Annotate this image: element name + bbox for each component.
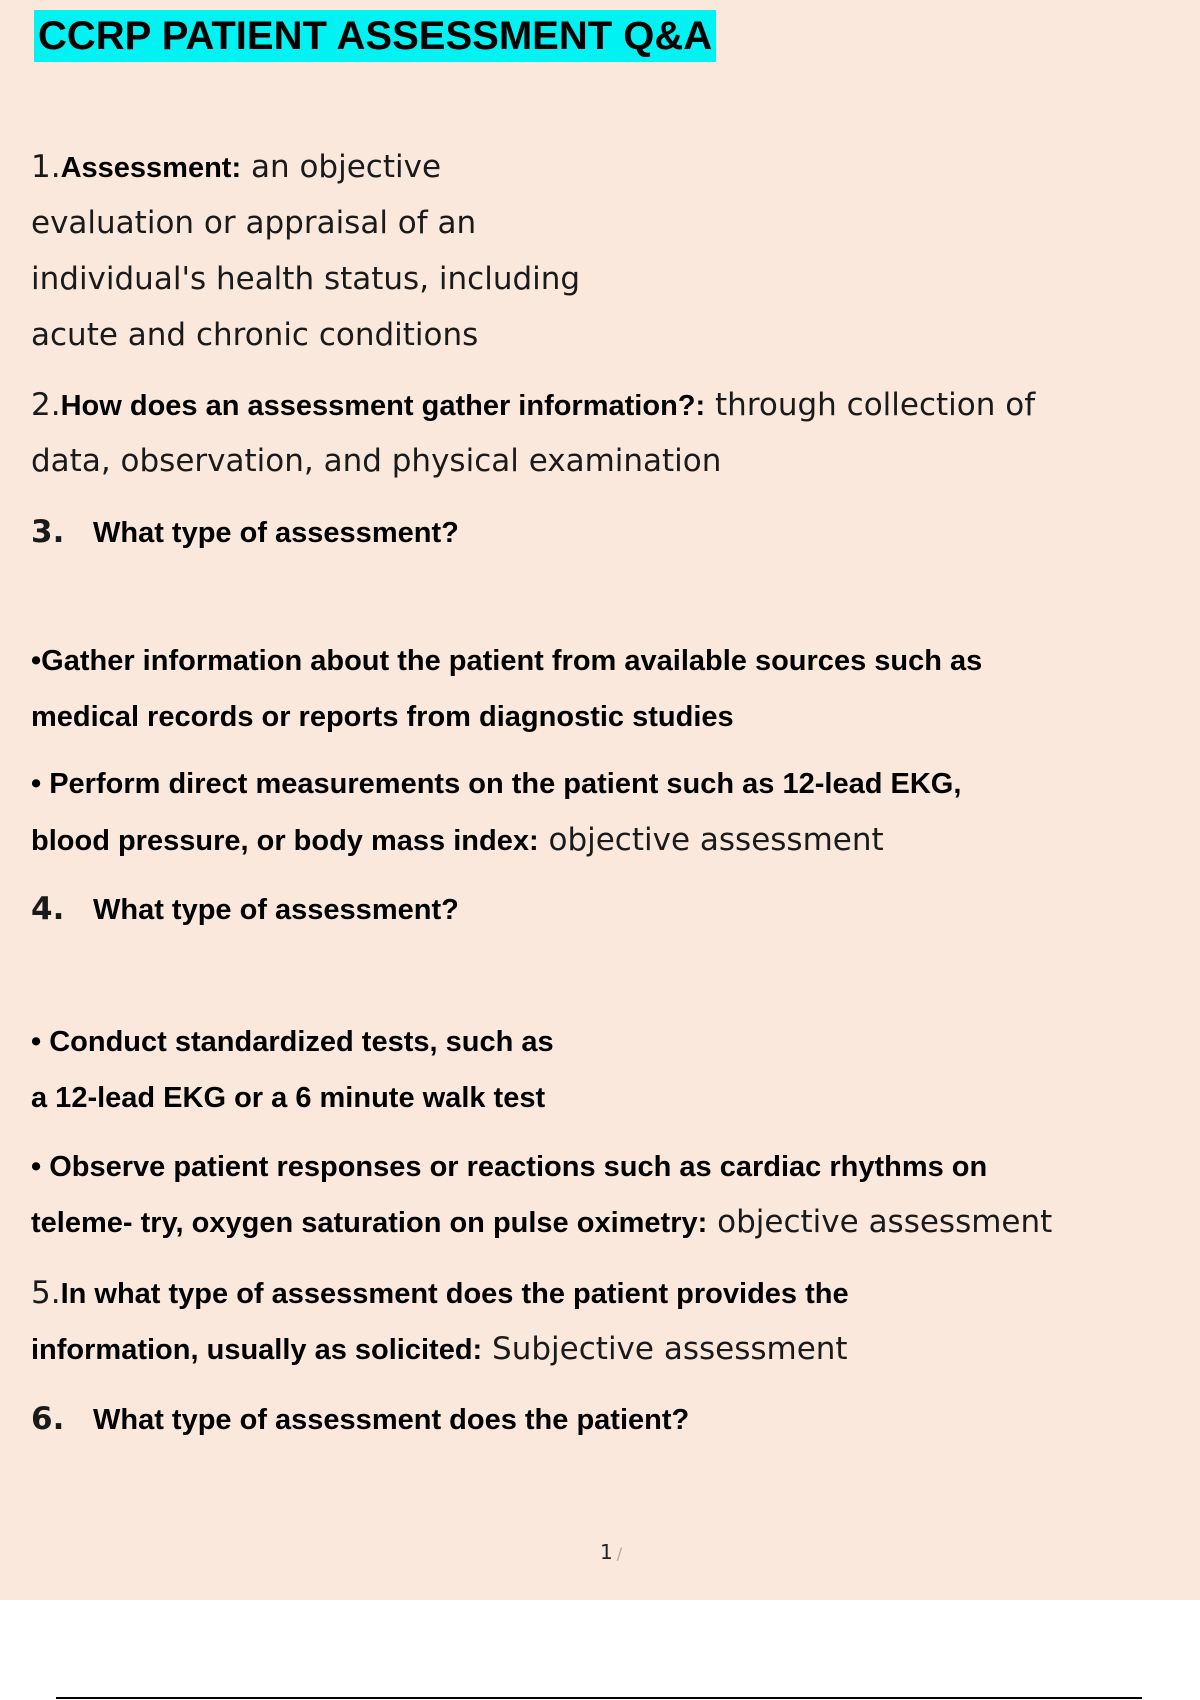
qa-3-bullet-2-line-1: • Perform direct measurements on the patient such as 12-lead EKG, <box>31 768 962 800</box>
qa-1-term: Assessment: <box>60 152 242 184</box>
qa-2-question: How does an assessment gather information?: <box>60 390 706 422</box>
qa-1-number: 1. <box>31 149 61 185</box>
qa-1-line-3: individual's health status, including <box>31 261 581 297</box>
qa-3-heading-line <box>31 504 459 561</box>
qa-3-heading: What type of assessment? <box>93 517 459 549</box>
qa-5-number: 5. <box>31 1275 61 1311</box>
qa-5-question-start: In what type of assessment does the patient provides the <box>60 1278 849 1310</box>
document-title: CCRP PATIENT ASSESSMENT Q&A <box>34 10 716 62</box>
qa-3-answer: objective assessment <box>538 822 884 858</box>
qa-6-heading: What type of assessment does the patient? <box>93 1404 690 1436</box>
qa-5-line-1 <box>31 1265 849 1322</box>
qa-4-answer: objective assessment <box>707 1204 1053 1240</box>
page-number <box>600 1540 622 1564</box>
qa-4-bullet-2-line-2 <box>31 1194 1052 1251</box>
qa-4-heading: What type of assessment? <box>93 894 459 926</box>
qa-4-bullet-1-line-2: a 12-lead EKG or a 6 minute walk test <box>31 1082 546 1114</box>
qa-3-bullet-2-line-2 <box>31 812 884 869</box>
qa-4-number: 4. <box>31 891 65 927</box>
qa-5-question-end: information, usually as solicited: <box>31 1334 483 1366</box>
qa-3-bullet-1-line-1: •Gather information about the patient from available sources such as <box>31 645 983 677</box>
qa-3-bullet-2-text: blood pressure, or body mass index: <box>31 825 539 857</box>
qa-2-answer-start: through collection of <box>705 387 1036 423</box>
qa-2-number: 2. <box>31 387 61 423</box>
qa-1-line-4: acute and chronic conditions <box>31 317 479 353</box>
page-number-value: 1 <box>600 1540 613 1564</box>
qa-3-number: 3. <box>31 514 65 550</box>
next-page-rule <box>56 1697 1142 1699</box>
qa-4-bullet-2-text: teleme- try, oxygen saturation on pulse oximetry: <box>31 1207 708 1239</box>
qa-2-line-1 <box>31 377 1035 434</box>
page-number-separator: / <box>616 1544 623 1563</box>
qa-4-bullet-1-line-1: • Conduct standardized tests, such as <box>31 1026 554 1058</box>
qa-1-line-2: evaluation or appraisal of an <box>31 205 477 241</box>
qa-2-line-2: data, observation, and physical examination <box>31 443 722 479</box>
qa-1-definition-start: an objective <box>241 149 442 185</box>
qa-4-bullet-2-line-1: • Observe patient responses or reactions such as cardiac rhythms on <box>31 1151 988 1183</box>
qa-6-heading-line <box>31 1391 689 1448</box>
qa-4-heading-line <box>31 881 459 938</box>
qa-5-line-2 <box>31 1321 848 1378</box>
qa-6-number: 6. <box>31 1401 65 1437</box>
qa-3-bullet-1-line-2: medical records or reports from diagnostic studies <box>31 701 734 733</box>
qa-1-line-1 <box>31 139 441 196</box>
qa-5-answer: Subjective assessment <box>482 1331 848 1367</box>
